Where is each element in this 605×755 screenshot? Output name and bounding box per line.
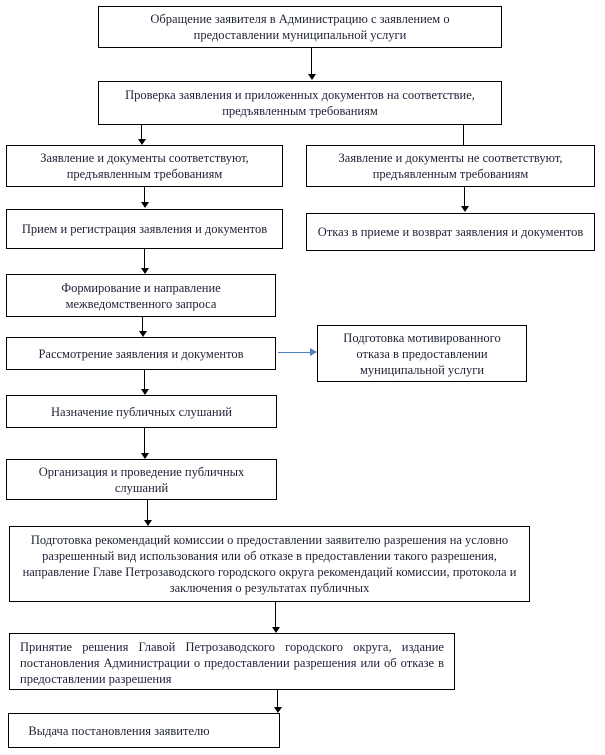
node-refusal-return: Отказ в приеме и возврат заявления и документов <box>306 213 595 251</box>
node-documents-noncompliant: Заявление и документы не соответствуют, предъявленным требованиям <box>306 145 595 187</box>
node-application-review: Рассмотрение заявления и документов <box>6 337 276 370</box>
connector-check-to-compliant-arrow <box>141 125 142 139</box>
connector-registration-to-interagency-arrow <box>144 249 145 268</box>
connector-request-to-check-arrow <box>311 48 312 74</box>
node-head-decision: Принятие решения Главой Петрозаводского городского округа, издание постановления Администрации о предоставлении разрешения или об отказе в предоставлении разрешения <box>9 633 455 690</box>
connector-recommendations-to-decision-arrow <box>275 602 276 627</box>
node-hearings-organization: Организация и проведение публичных слушаний <box>6 459 277 500</box>
connector-appointment-to-organization-arrow <box>144 428 145 453</box>
connector-compliant-to-registration-arrow <box>144 187 145 202</box>
connector-review-to-motivated-refusal-arrow <box>278 352 310 353</box>
connector-noncompliant-to-refusal-arrow <box>464 187 465 206</box>
node-motivated-refusal: Подготовка мотивированного отказа в предоставлении муниципальной услуги <box>317 325 527 382</box>
connector-decision-to-issuance-arrow <box>277 690 278 707</box>
connector-review-to-appointment-arrow <box>144 370 145 389</box>
node-commission-recommendations: Подготовка рекомендаций комиссии о предоставлении заявителю разрешения на условно разрешенный вид использования или об отказе в предоставлении такого разрешения, направление Главе Петрозаводского городского округа рекомендаций комиссии, протокола и заключения о результатах публичных <box>9 526 530 602</box>
node-applicant-request: Обращение заявителя в Администрацию с заявлением о предоставлении муниципальной услуги <box>98 6 502 48</box>
connector-organization-to-recommendations-arrow <box>147 500 148 520</box>
node-interagency-request: Формирование и направление межведомственного запроса <box>6 274 276 317</box>
node-registration: Прием и регистрация заявления и документов <box>6 209 283 249</box>
node-documents-check: Проверка заявления и приложенных документов на соответствие, предъявленным требованиям <box>98 81 502 125</box>
node-resolution-issuance: Выдача постановления заявителю <box>8 713 280 748</box>
node-hearings-appointment: Назначение публичных слушаний <box>6 395 277 428</box>
connector-check-to-noncompliant-line <box>463 125 464 145</box>
connector-interagency-to-review-arrow <box>142 317 143 331</box>
node-documents-compliant: Заявление и документы соответствуют, предъявленным требованиям <box>6 145 283 187</box>
